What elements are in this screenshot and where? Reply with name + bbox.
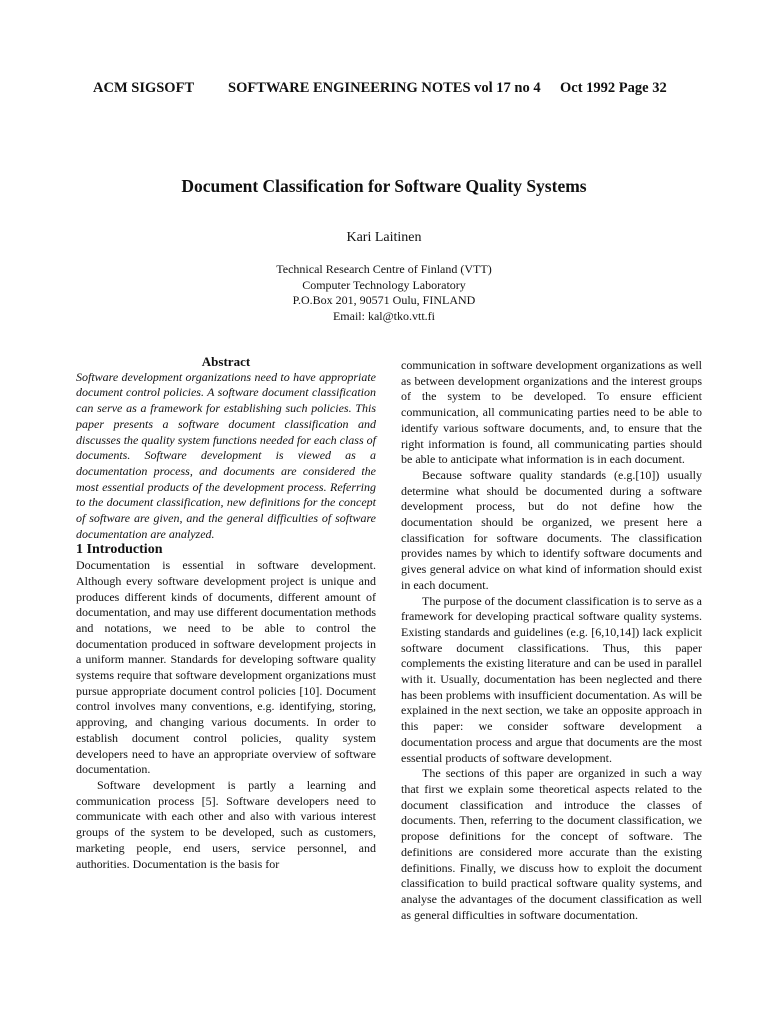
right-paragraph-3: The purpose of the document classification is to serve as a framework for developing practical software quality systems. Existing standards and guidelines (e.g. [6,10,14]) lack explicit software document classifications. Thus, this paper complements the existing literature and can be used in parallel with it. Usually, documentation has been neglected and there has been problems with insufficient documentation. As will be explained in the next section, we take an opposite approach in this paper: we consider software development a documentation process and argue that documents are the most essential products of software development. (401, 593, 702, 765)
section-heading-introduction: 1 Introduction (76, 542, 163, 558)
header-publication: SOFTWARE ENGINEERING NOTES vol 17 no 4 (228, 80, 541, 96)
header-date-page: Oct 1992 Page 32 (560, 80, 667, 96)
right-paragraph-2: Because software quality standards (e.g.[10]) usually determine what should be documented during a software development process, but do not define how the documentation should be organized, we present here a classification for software documents. The classification provides names by which to identify software documents and gives general advice on what kind of information should exist in each document. (401, 467, 702, 592)
affiliation-lab: Computer Technology Laboratory (302, 277, 466, 292)
right-paragraph-4: The sections of this paper are organized in such a way that first we explain some theoretical aspects related to the document classification and introduce the classes of documents. Then, referring to the document classification, we propose definitions for the concept of software. The definitions are considered more accurate than the existing definitions. Finally, we discuss how to exploit the document classification to build practical software quality systems, and analyse the advantages of the document classification as well as general difficulties in software documentation. (401, 766, 702, 922)
left-column (76, 354, 376, 872)
author-name: Kari Laitinen (346, 230, 422, 245)
intro-paragraph-1: Documentation is essential in software development. Although every software development project is unique and produces different kinds of documents, different amount of documentation, and may use different documentation methods and notations, we need to be able to control the documentation produced in software development projects in a uniform manner. Standards for developing software quality systems require that software development organizations must pursue appropriate document control policies [10]. Document control involves many conventions, e.g. identifying, storing, approving, and changing various documents. In order to establish document control policies, quality system developers need to have an appropriate overview of software documentation. (76, 558, 376, 777)
right-column (401, 358, 702, 923)
affiliation-email: Email: kal@tko.vtt.fi (332, 308, 436, 323)
header-journal: ACM SIGSOFT (93, 80, 195, 96)
affiliation-block (0, 262, 768, 324)
intro-paragraph-2: Software development is partly a learning and communication process [5]. Software developers need to communicate with each other and also with various interest groups of the system to be developed, such as customers, marketing people, end users, service personnel, and authorities. Documentation is the basis for (76, 777, 376, 871)
abstract-text: Software development organizations need to have appropriate document control policies. A software document classification can serve as a framework for establishing such policies. This paper presents a software document classification and discusses the quality system functions needed for each class of documents. Software development is viewed as a documentation process, and documents are considered the most essential products of the development process. Referring to the document classification, new definitions for the concept of software are given, and the general difficulties of software documentation are analyzed. (76, 369, 376, 541)
affiliation-address: P.O.Box 201, 90571 Oulu, FINLAND (292, 293, 476, 307)
running-header (0, 80, 768, 104)
paper-title: Document Classification for Software Quality Systems (181, 176, 587, 196)
affiliation-institution: Technical Research Centre of Finland (VTT) (276, 262, 492, 276)
right-paragraph-1: communication in software development organizations as well as between development organizations and the interest groups of the system to be developed. To ensure efficient communication, all communicating parties need to be able to identify various software documents, and, to ensure that the right information is found, all communicating parties should be able to anticipate what information is in each document. (401, 358, 702, 467)
abstract-heading: Abstract (201, 354, 251, 369)
